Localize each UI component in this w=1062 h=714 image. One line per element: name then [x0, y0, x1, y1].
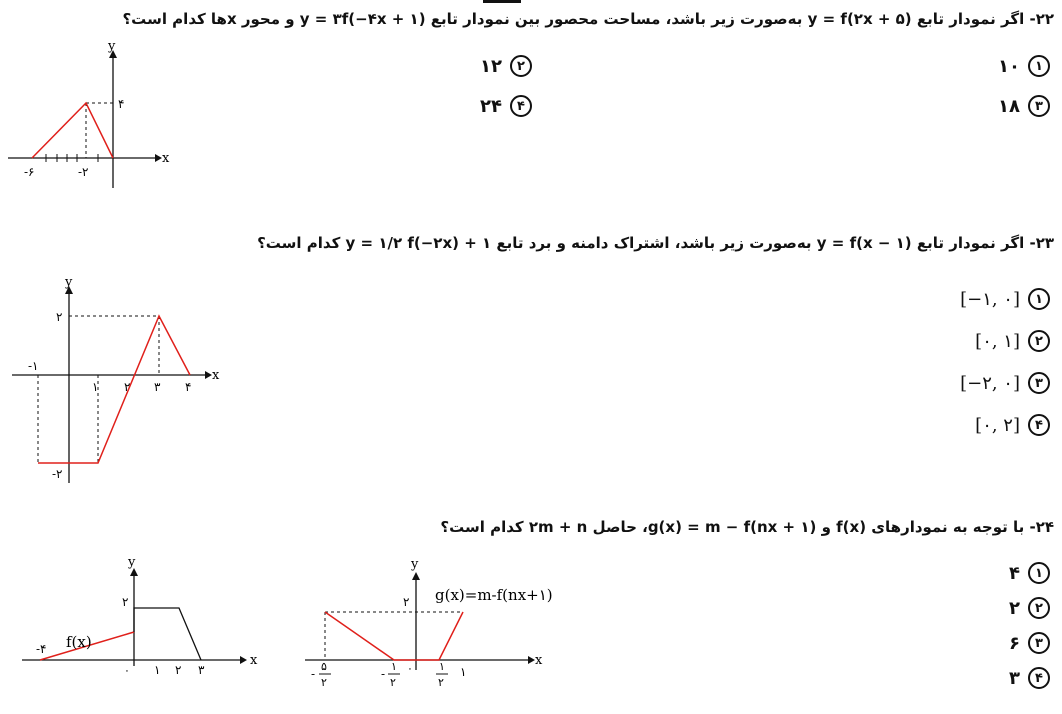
x-tick-label: -۱ [28, 359, 39, 373]
q22-option-1[interactable] [998, 55, 1050, 77]
graph-curve [32, 103, 113, 158]
q22-option-4[interactable] [480, 95, 532, 117]
x-axis-label: x [250, 653, 258, 668]
option-value: ۲۴ [480, 95, 502, 117]
q22-option-2[interactable] [480, 55, 532, 77]
option-value: [۰, ۲] [975, 414, 1020, 436]
x-tick-label: ۳ [154, 380, 161, 394]
option-number-badge: ۳ [1028, 372, 1050, 394]
option-value: ۱۰ [998, 55, 1020, 77]
graph-curve [38, 316, 190, 463]
x-axis-arrow [205, 371, 212, 379]
q23-option-2[interactable] [975, 330, 1050, 352]
fraction-numerator: ۱ [439, 660, 445, 673]
y-tick-label: ۲ [56, 310, 63, 324]
x-tick-label: ۱ [154, 663, 161, 677]
top-rule [483, 0, 521, 3]
x-tick-label: ۲ [175, 663, 182, 677]
y-tick-label: ۲ [122, 595, 129, 609]
option-value: ۳ [1009, 667, 1020, 689]
option-value: [−۱, ۰] [960, 288, 1020, 310]
option-number-badge: ۴ [1028, 667, 1050, 689]
graph-curve [134, 608, 201, 660]
x-axis-label: x [162, 151, 170, 166]
option-value: [−۲, ۰] [960, 372, 1020, 394]
q24-graph-f [0, 552, 270, 677]
option-number-badge: ۳ [1028, 95, 1050, 117]
x-tick-label: -۶ [24, 165, 35, 179]
x-axis-label: x [212, 368, 220, 383]
q22-graph [0, 38, 180, 188]
x-axis-arrow [240, 656, 247, 664]
fraction-numerator: ۵ [321, 660, 327, 673]
option-number-badge: ۴ [1028, 414, 1050, 436]
x-tick-label: ۰ [407, 662, 413, 675]
x-tick-label: ۴ [185, 380, 192, 394]
x-axis-arrow [528, 656, 535, 664]
x-tick-label: ۱ [92, 380, 99, 394]
y-tick-label: ۲ [403, 595, 410, 609]
q24-option-1[interactable] [1009, 562, 1050, 584]
curve-label: g(x)=m-f(nx+۱) [435, 586, 553, 604]
q24-option-4[interactable] [1009, 667, 1050, 689]
option-number-badge: ۴ [510, 95, 532, 117]
option-value: ۴ [1009, 562, 1020, 584]
y-axis-label: y [65, 275, 73, 290]
x-axis-label: x [535, 653, 543, 668]
q24-title: ۲۴- با توجه به نمودارهای f(x) و g(x) = m − f(nx + ۱)، حاصل ۲m + n کدام است؟ [440, 518, 1054, 536]
curve-label: f(x) [66, 633, 92, 651]
option-value: ۶ [1009, 632, 1020, 654]
option-number-badge: ۲ [1028, 597, 1050, 619]
option-number-badge: ۲ [1028, 330, 1050, 352]
option-number-badge: ۱ [1028, 55, 1050, 77]
q24-graph-g [295, 552, 560, 689]
x-tick-label: -۲ [78, 165, 89, 179]
x-tick-label: -۴ [36, 642, 47, 656]
x-tick-label: ۱ [460, 665, 467, 679]
q23-option-4[interactable] [975, 414, 1050, 436]
fraction-denominator: ۲ [390, 676, 396, 689]
q23-option-1[interactable] [960, 288, 1050, 310]
x-tick-label: ۰ [124, 664, 130, 677]
q24-option-3[interactable] [1009, 632, 1050, 654]
option-value: [۰, ۱] [975, 330, 1020, 352]
q23-graph [0, 275, 230, 490]
fraction-sign: - [311, 667, 316, 681]
option-value: ۱۸ [998, 95, 1020, 117]
option-number-badge: ۱ [1028, 288, 1050, 310]
fraction-denominator: ۲ [438, 676, 444, 689]
option-number-badge: ۳ [1028, 632, 1050, 654]
x-tick-label: ۲ [124, 380, 131, 394]
x-tick-label: ۳ [198, 663, 205, 677]
y-axis-label: y [108, 39, 116, 54]
y-axis-label: y [411, 557, 419, 572]
y-tick-label: -۲ [52, 467, 63, 481]
q24-option-2[interactable] [1009, 597, 1050, 619]
graph-curve [325, 612, 463, 660]
option-number-badge: ۱ [1028, 562, 1050, 584]
y-axis-arrow [412, 572, 420, 580]
fraction-denominator: ۲ [321, 676, 327, 689]
fraction-sign: - [381, 667, 386, 681]
fraction-numerator: ۱ [391, 660, 397, 673]
option-number-badge: ۲ [510, 55, 532, 77]
option-value: ۲ [1009, 597, 1020, 619]
y-tick-label: ۴ [118, 97, 125, 111]
x-axis-arrow [155, 154, 162, 162]
q23-option-3[interactable] [960, 372, 1050, 394]
q22-option-3[interactable] [998, 95, 1050, 117]
option-value: ۱۲ [480, 55, 502, 77]
q22-title: ۲۲- اگر نمودار تابع y = f(۲x + ۵) به‌صورت زیر باشد، مساحت محصور بین نمودار تابع y = ۳f(−۴x + ۱) و محور xها کدام است؟ [122, 10, 1054, 28]
q23-title: ۲۳- اگر نمودار تابع y = f(x − ۱) به‌صورت زیر باشد، اشتراک دامنه و برد تابع y = ۱/۲ f(−۲x) + ۱ کدام است؟ [257, 234, 1054, 252]
y-axis-label: y [128, 555, 136, 570]
